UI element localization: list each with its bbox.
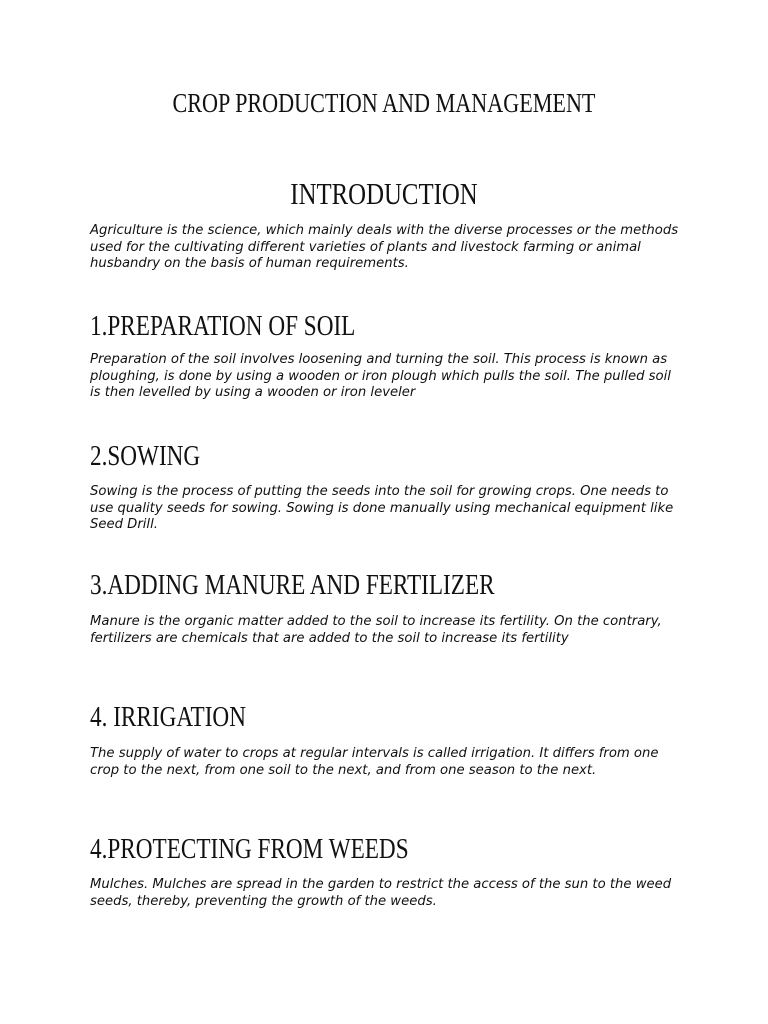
section-heading-preparation-of-soil: 1.PREPARATION OF SOIL [90,310,356,342]
section-heading-irrigation: 4. IRRIGATION [90,701,246,733]
section-heading-sowing: 2.SOWING [90,440,201,472]
introduction-text: Agriculture is the science, which mainly deals with the diverse processes or the methods used for the cultivating different varieties of plants and livestock farming or animal husbandry on the basis of human requirements. [90,223,679,271]
section-text-preparation-of-soil: Preparation of the soil involves loosening and turning the soil. This process is known as ploughing, is done by using a wooden or iron plough which pulls the soil. The pulled soil is then levelled by using a wooden or iron leveler [90,352,671,400]
section-text-manure-fertilizer: Manure is the organic matter added to the soil to increase its fertility. On the contrary, fertilizers are chemicals that are added to the soil to increase its fertility [90,614,662,646]
document-title: CROP PRODUCTION AND MANAGEMENT [172,88,596,118]
introduction-heading: INTRODUCTION [290,176,478,211]
section-text-sowing: Sowing is the process of putting the seeds into the soil for growing crops. One needs to use quality seeds for sowing. Sowing is done manually using mechanical equipment like Seed Drill. [90,484,674,532]
section-heading-protecting-from-weeds: 4.PROTECTING FROM WEEDS [90,833,409,865]
section-text-protecting-from-weeds: Mulches. Mulches are spread in the garden to restrict the access of the sun to the weed seeds, thereby, preventing the growth of the weeds. [90,877,672,909]
section-text-irrigation: The supply of water to crops at regular intervals is called irrigation. It differs from one crop to the next, from one soil to the next, and from one season to the next. [90,746,659,778]
section-heading-manure-fertilizer: 3.ADDING MANURE AND FERTILIZER [90,569,495,601]
